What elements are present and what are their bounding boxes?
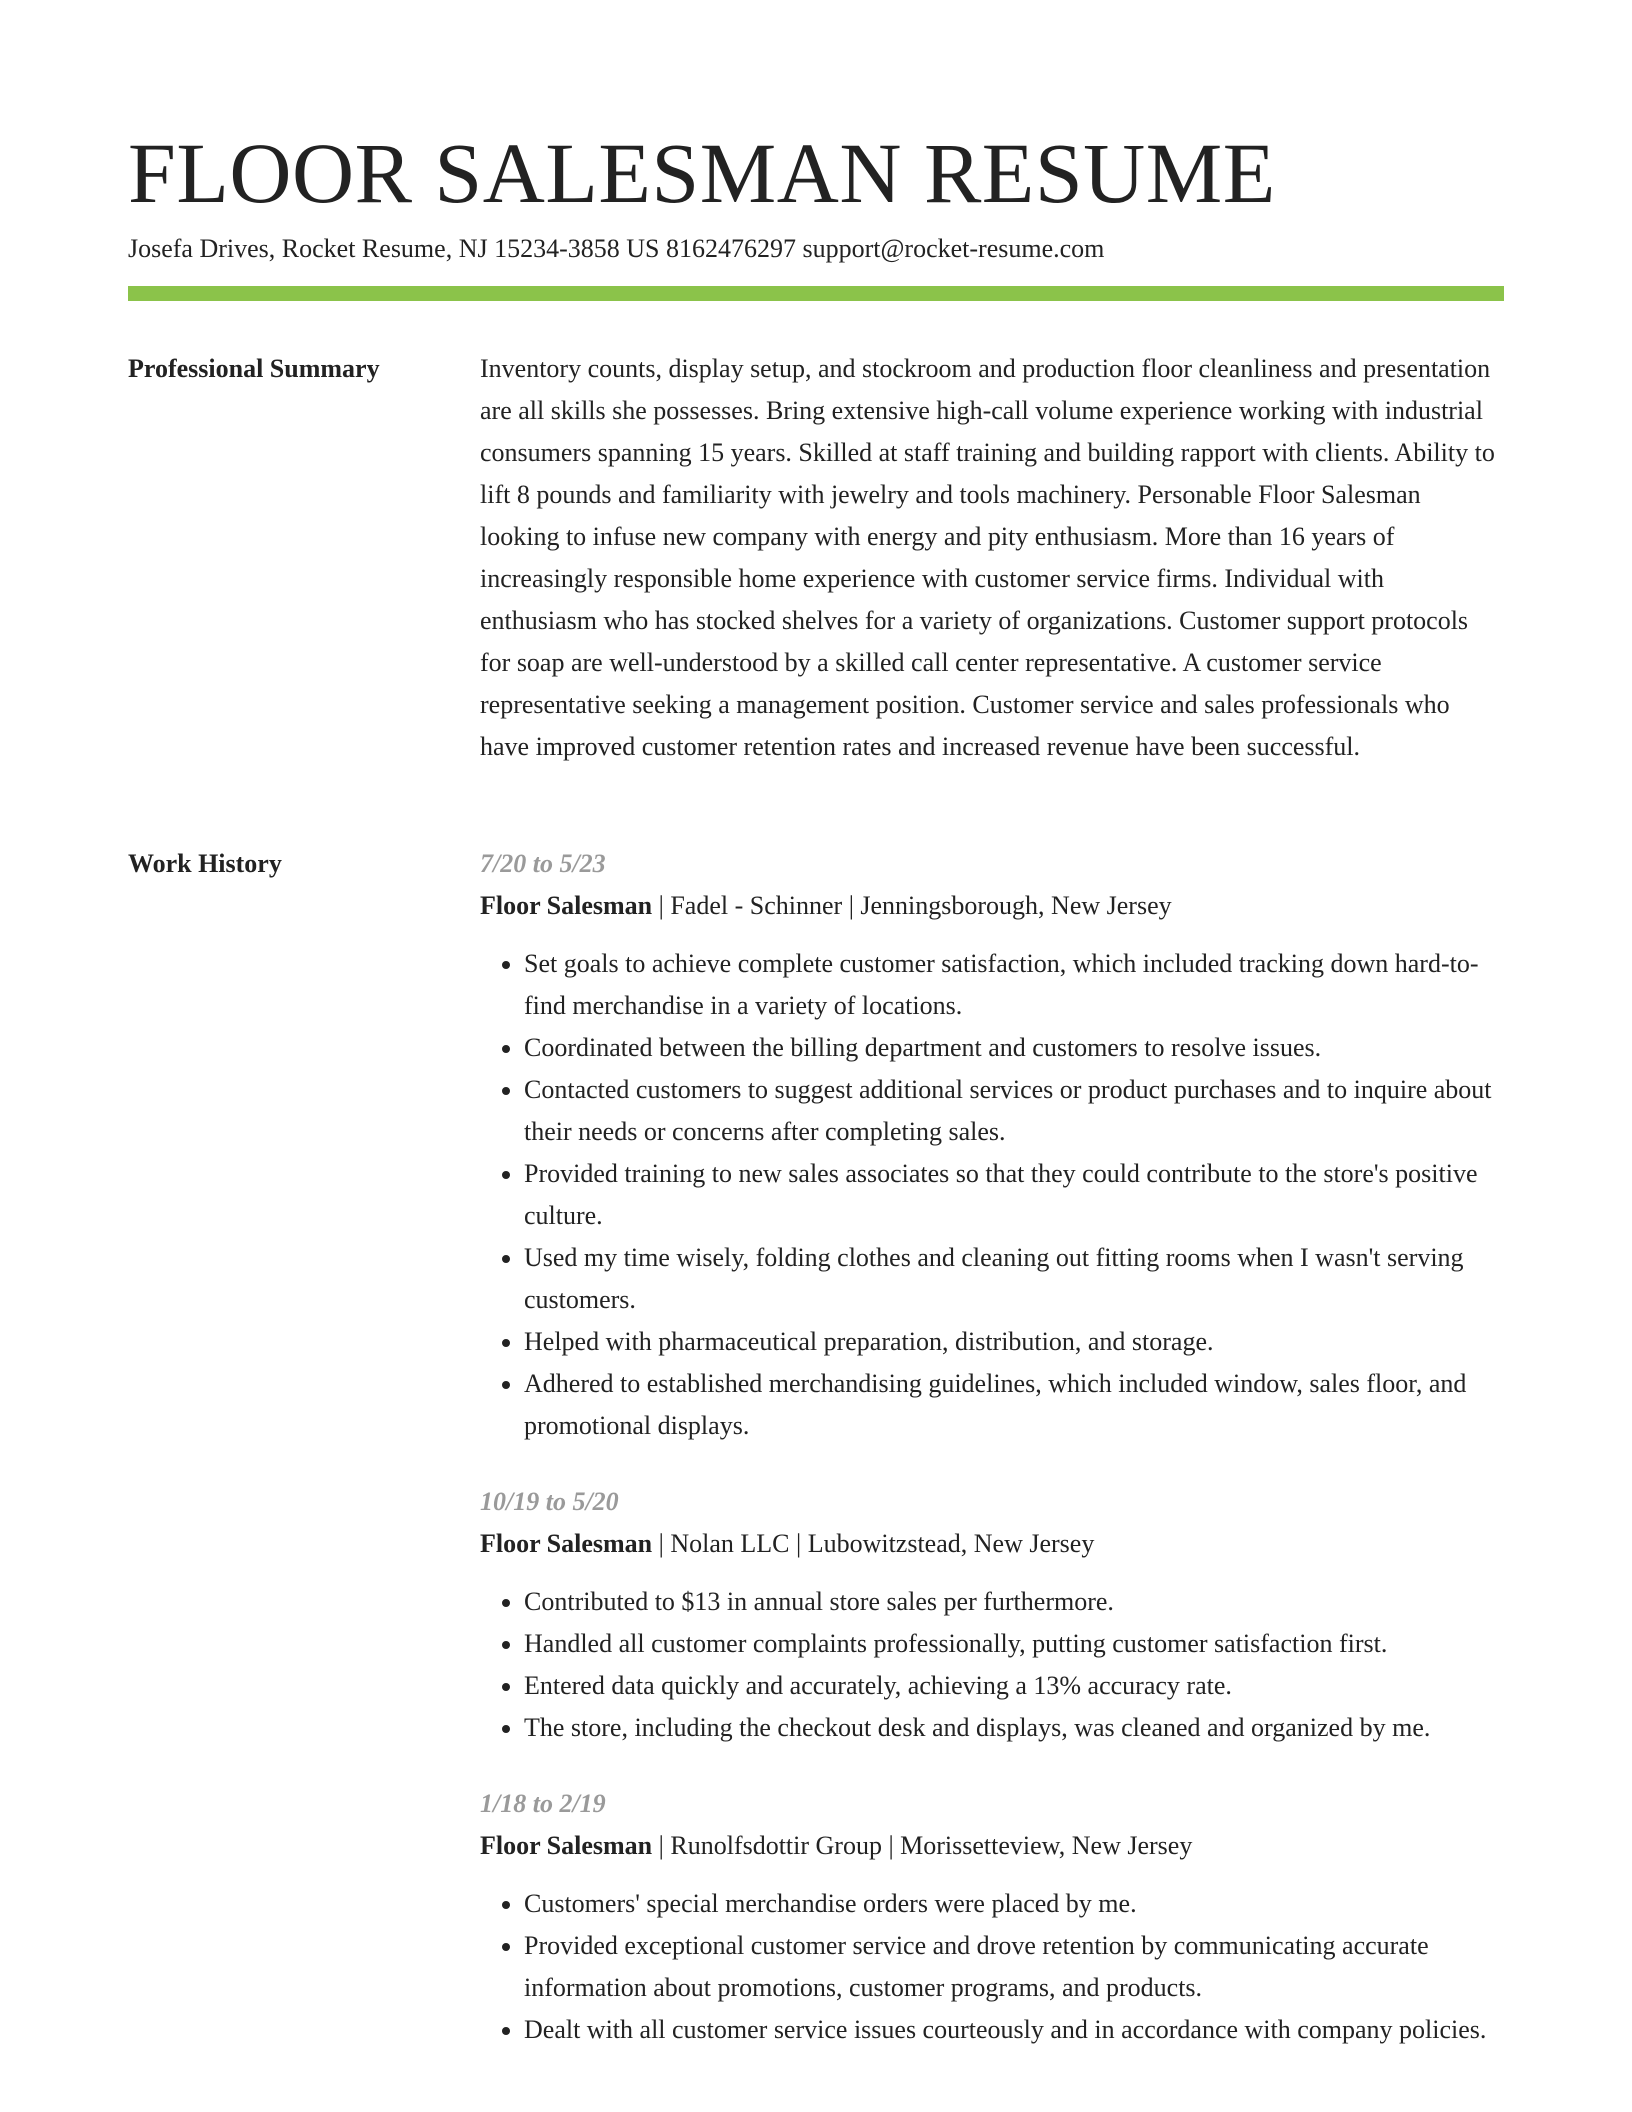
duty-item: • Contacted customers to suggest additional services or product purchases and to inquire about their needs or concerns after completing sales. <box>524 1069 1504 1153</box>
job-heading <box>480 885 1504 927</box>
duty-item: • Provided exceptional customer service and drove retention by communicating accurate information about promotions, customer programs, and products. <box>524 1925 1504 2009</box>
duty-item: • Adhered to established merchandising guidelines, which included window, sales floor, and promotional displays. <box>524 1363 1504 1447</box>
duty-item: • Provided training to new sales associates so that they could contribute to the store's positive culture. <box>524 1153 1504 1237</box>
duty-item: • Entered data quickly and accurately, achieving a 13% accuracy rate. <box>524 1665 1504 1707</box>
duty-item: • The store, including the checkout desk and displays, was cleaned and organized by me. <box>524 1707 1504 1749</box>
job-details: | Fadel - Schinner | Jenningsborough, New Jersey <box>652 891 1172 920</box>
job-title: Floor Salesman <box>480 891 653 920</box>
job-dates: 1/18 to 2/19 <box>480 1789 606 1818</box>
section-label-summary: Professional Summary <box>128 354 380 383</box>
section-label-work-history: Work History <box>128 849 282 878</box>
duty-item: • Used my time wisely, folding clothes and cleaning out fitting rooms when I wasn't serving customers. <box>524 1237 1504 1321</box>
work-history-body <box>480 843 1504 2085</box>
job-dates: 10/19 to 5/20 <box>480 1487 619 1516</box>
job-details: | Nolan LLC | Lubowitzstead, New Jersey <box>652 1529 1095 1558</box>
duty-item: • Coordinated between the billing department and customers to resolve issues. <box>524 1027 1504 1069</box>
job-duties-list <box>480 1883 1504 2051</box>
job-entry <box>480 1783 1504 2051</box>
summary-body <box>480 348 1504 768</box>
duty-item: • Set goals to achieve complete customer satisfaction, which included tracking down hard-to-find merchandise in a variety of locations. <box>524 943 1504 1027</box>
job-duties-list <box>480 943 1504 1447</box>
header-divider <box>128 286 1504 301</box>
resume-title: FLOOR SALESMAN RESUME <box>128 125 1276 221</box>
job-title: Floor Salesman <box>480 1831 653 1860</box>
job-entry <box>480 1481 1504 1749</box>
duty-item: • Handled all customer complaints professionally, putting customer satisfaction first. <box>524 1623 1504 1665</box>
job-entry <box>480 843 1504 1447</box>
job-title: Floor Salesman <box>480 1529 653 1558</box>
duty-item: • Dealt with all customer service issues courteously and in accordance with company policies. <box>524 2009 1504 2051</box>
duty-item: • Contributed to $13 in annual store sales per furthermore. <box>524 1581 1504 1623</box>
job-details: | Runolfsdottir Group | Morissetteview, New Jersey <box>652 1831 1193 1860</box>
contact-line: Josefa Drives, Rocket Resume, NJ 15234-3858 US 8162476297 support@rocket-resume.com <box>128 234 1105 263</box>
duty-item: • Helped with pharmaceutical preparation, distribution, and storage. <box>524 1321 1504 1363</box>
duty-item: • Customers' special merchandise orders were placed by me. <box>524 1883 1504 1925</box>
job-dates: 7/20 to 5/23 <box>480 849 606 878</box>
job-duties-list <box>480 1581 1504 1749</box>
job-heading <box>480 1825 1504 1867</box>
summary-text: Inventory counts, display setup, and stockroom and production floor cleanliness and presentation are all skills she possesses. Bring extensive high-call volume experience working with industrial consumers spanning 15 years. Skilled at staff training and building rapport with clients. Ability to lift 8 pounds and familiarity with jewelry and tools machinery. Personable Floor Salesman looking to infuse new company with energy and pity enthusiasm. More than 16 years of increasingly responsible home experience with customer service firms. Individual with enthusiasm who has stocked shelves for a variety of organizations. Customer support protocols for soap are well-understood by a skilled call center representative. A customer service representative seeking a management position. Customer service and sales professionals who have improved customer retention rates and increased revenue have been successful. <box>480 354 1495 761</box>
job-heading <box>480 1523 1504 1565</box>
